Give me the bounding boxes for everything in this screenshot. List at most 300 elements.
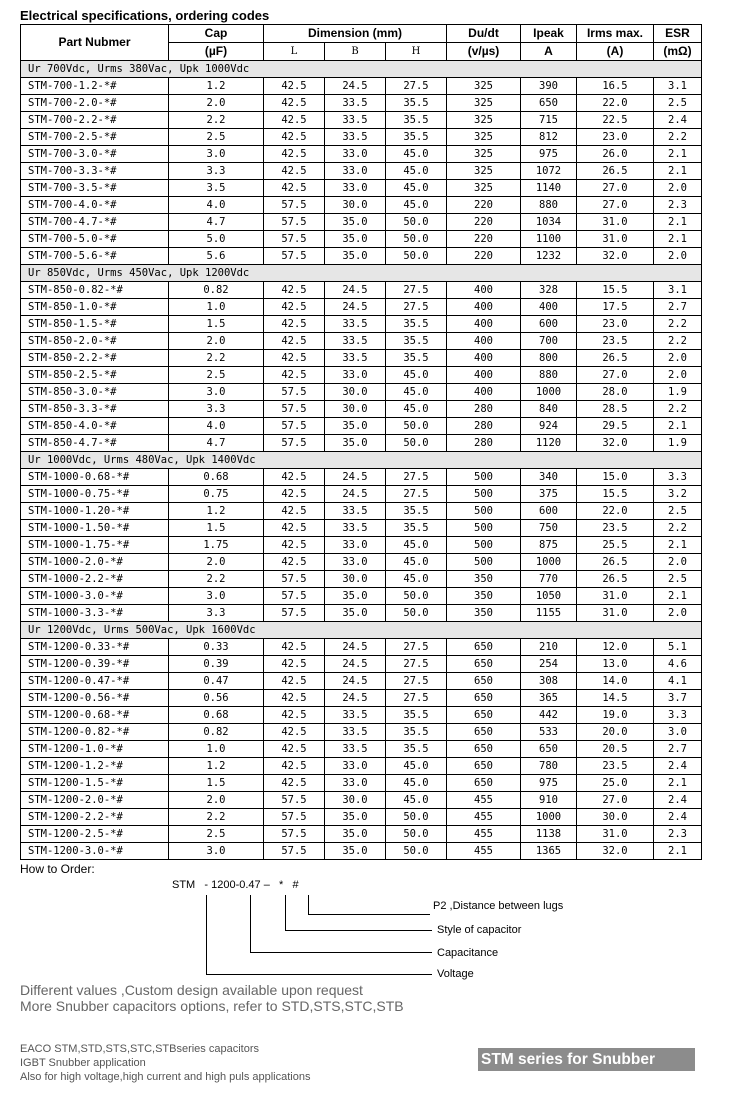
cell-ipeak: 715 [521, 112, 577, 129]
cell-ipeak: 442 [521, 707, 577, 724]
cell-part-number: STM-1000-3.0-*# [21, 588, 169, 605]
cell-cap: 0.56 [169, 690, 264, 707]
cell-part-number: STM-1200-1.5-*# [21, 775, 169, 792]
header-dim-b: B [325, 43, 386, 61]
cell-esr: 2.1 [654, 775, 702, 792]
cell-dim-b: 30.0 [325, 197, 386, 214]
cell-dim-b: 33.5 [325, 95, 386, 112]
cell-dim-h: 27.5 [386, 690, 447, 707]
header-irms: Irms max. [577, 25, 654, 43]
cell-dim-l: 57.5 [264, 214, 325, 231]
cell-esr: 2.2 [654, 129, 702, 146]
note-custom-design: Different values ,Custom design available upon request [20, 982, 363, 998]
cell-irms: 12.0 [577, 639, 654, 656]
cell-ipeak: 910 [521, 792, 577, 809]
cell-ipeak: 875 [521, 537, 577, 554]
cell-dim-l: 57.5 [264, 384, 325, 401]
header-esr: ESR [654, 25, 702, 43]
table-row [21, 724, 702, 741]
cell-cap: 2.0 [169, 95, 264, 112]
cell-dim-h: 35.5 [386, 95, 447, 112]
cell-ipeak: 650 [521, 741, 577, 758]
cell-esr: 3.1 [654, 78, 702, 95]
cell-part-number: STM-700-2.0-*# [21, 95, 169, 112]
cell-part-number: STM-1000-2.0-*# [21, 554, 169, 571]
cell-dim-h: 45.0 [386, 401, 447, 418]
cell-dim-l: 42.5 [264, 180, 325, 197]
cell-irms: 15.5 [577, 486, 654, 503]
table-row [21, 180, 702, 197]
cell-irms: 27.0 [577, 367, 654, 384]
cell-ipeak: 375 [521, 486, 577, 503]
cell-esr: 3.7 [654, 690, 702, 707]
cell-dim-l: 42.5 [264, 503, 325, 520]
cell-irms: 29.5 [577, 418, 654, 435]
table-row [21, 503, 702, 520]
cell-dim-b: 35.0 [325, 214, 386, 231]
cell-dim-l: 57.5 [264, 418, 325, 435]
cell-dim-l: 57.5 [264, 248, 325, 265]
cell-cap: 3.0 [169, 146, 264, 163]
cell-dim-h: 50.0 [386, 418, 447, 435]
cell-dudt: 325 [447, 78, 521, 95]
cell-dim-h: 45.0 [386, 367, 447, 384]
cell-irms: 22.5 [577, 112, 654, 129]
cell-ipeak: 1232 [521, 248, 577, 265]
cell-dim-b: 33.0 [325, 758, 386, 775]
cell-dim-l: 42.5 [264, 690, 325, 707]
cell-esr: 2.1 [654, 418, 702, 435]
cell-irms: 16.5 [577, 78, 654, 95]
cell-ipeak: 750 [521, 520, 577, 537]
cell-dim-h: 27.5 [386, 673, 447, 690]
cell-ipeak: 840 [521, 401, 577, 418]
header-dudt-unit: (v/µs) [447, 43, 521, 61]
cell-dudt: 500 [447, 554, 521, 571]
cell-dim-b: 33.0 [325, 163, 386, 180]
cell-dim-l: 42.5 [264, 554, 325, 571]
cell-part-number: STM-850-2.0-*# [21, 333, 169, 350]
cell-cap: 4.7 [169, 435, 264, 452]
footer-series: EACO STM,STD,STS,STC,STBseries capacitors [20, 1043, 259, 1055]
cell-dim-l: 57.5 [264, 571, 325, 588]
cell-dim-b: 35.0 [325, 435, 386, 452]
cell-irms: 26.5 [577, 554, 654, 571]
cell-irms: 31.0 [577, 231, 654, 248]
cell-dim-b: 33.5 [325, 520, 386, 537]
cell-part-number: STM-1000-1.75-*# [21, 537, 169, 554]
cell-part-number: STM-1200-0.33-*# [21, 639, 169, 656]
cell-dim-h: 50.0 [386, 809, 447, 826]
cell-dim-h: 35.5 [386, 129, 447, 146]
table-row [21, 520, 702, 537]
cell-dim-h: 45.0 [386, 554, 447, 571]
cell-irms: 32.0 [577, 843, 654, 860]
cell-esr: 2.3 [654, 826, 702, 843]
cell-irms: 23.0 [577, 316, 654, 333]
cell-ipeak: 1000 [521, 554, 577, 571]
cell-irms: 25.0 [577, 775, 654, 792]
cell-ipeak: 770 [521, 571, 577, 588]
cell-part-number: STM-1200-0.56-*# [21, 690, 169, 707]
cell-irms: 32.0 [577, 435, 654, 452]
callout-line-lugs-v [308, 895, 309, 915]
cell-esr: 2.4 [654, 809, 702, 826]
cell-irms: 15.5 [577, 282, 654, 299]
table-row [21, 350, 702, 367]
cell-dim-h: 45.0 [386, 197, 447, 214]
cell-dim-l: 42.5 [264, 656, 325, 673]
legend-voltage: Voltage [437, 968, 474, 980]
cell-dudt: 325 [447, 180, 521, 197]
cell-dudt: 500 [447, 537, 521, 554]
cell-dim-l: 42.5 [264, 146, 325, 163]
cell-ipeak: 328 [521, 282, 577, 299]
cell-dudt: 650 [447, 656, 521, 673]
cell-dim-l: 42.5 [264, 520, 325, 537]
cell-dim-b: 35.0 [325, 843, 386, 860]
cell-dim-h: 50.0 [386, 588, 447, 605]
cell-dim-l: 42.5 [264, 367, 325, 384]
table-row [21, 843, 702, 860]
cell-dudt: 325 [447, 163, 521, 180]
table-row [21, 282, 702, 299]
cell-cap: 5.6 [169, 248, 264, 265]
cell-dim-b: 33.5 [325, 724, 386, 741]
cell-dim-l: 42.5 [264, 78, 325, 95]
cell-irms: 23.5 [577, 520, 654, 537]
cell-ipeak: 254 [521, 656, 577, 673]
table-row [21, 826, 702, 843]
cell-dudt: 220 [447, 197, 521, 214]
cell-dim-b: 33.5 [325, 316, 386, 333]
cell-ipeak: 700 [521, 333, 577, 350]
cell-esr: 2.1 [654, 214, 702, 231]
cell-cap: 1.0 [169, 741, 264, 758]
cell-part-number: STM-850-1.0-*# [21, 299, 169, 316]
cell-ipeak: 308 [521, 673, 577, 690]
cell-dim-l: 57.5 [264, 435, 325, 452]
cell-irms: 19.0 [577, 707, 654, 724]
table-row [21, 554, 702, 571]
cell-esr: 2.2 [654, 316, 702, 333]
cell-irms: 30.0 [577, 809, 654, 826]
cell-dudt: 650 [447, 724, 521, 741]
cell-dudt: 400 [447, 299, 521, 316]
cell-esr: 2.4 [654, 758, 702, 775]
cell-dim-l: 57.5 [264, 588, 325, 605]
cell-dim-h: 27.5 [386, 78, 447, 95]
cell-ipeak: 1000 [521, 384, 577, 401]
cell-part-number: STM-1200-0.39-*# [21, 656, 169, 673]
cell-cap: 1.2 [169, 78, 264, 95]
cell-dim-l: 42.5 [264, 486, 325, 503]
footer-application: IGBT Snubber application [20, 1057, 146, 1069]
cell-cap: 0.39 [169, 656, 264, 673]
cell-esr: 2.0 [654, 605, 702, 622]
cell-dim-h: 27.5 [386, 639, 447, 656]
cell-dudt: 455 [447, 843, 521, 860]
cell-dim-b: 35.0 [325, 826, 386, 843]
cell-irms: 23.5 [577, 758, 654, 775]
cell-dudt: 325 [447, 95, 521, 112]
cell-dudt: 325 [447, 129, 521, 146]
cell-esr: 2.1 [654, 843, 702, 860]
cell-dudt: 500 [447, 469, 521, 486]
table-row [21, 707, 702, 724]
how-to-order-title: How to Order: [20, 862, 95, 876]
cell-esr: 4.1 [654, 673, 702, 690]
cell-dudt: 650 [447, 673, 521, 690]
cell-ipeak: 975 [521, 146, 577, 163]
cell-irms: 26.0 [577, 146, 654, 163]
cell-ipeak: 924 [521, 418, 577, 435]
cell-dim-b: 33.0 [325, 775, 386, 792]
cell-cap: 3.3 [169, 163, 264, 180]
spec-table [20, 24, 702, 860]
cell-dim-h: 27.5 [386, 299, 447, 316]
cell-dim-l: 57.5 [264, 809, 325, 826]
cell-dim-h: 45.0 [386, 758, 447, 775]
cell-irms: 27.0 [577, 180, 654, 197]
cell-dim-h: 50.0 [386, 843, 447, 860]
cell-dim-l: 42.5 [264, 673, 325, 690]
cell-irms: 17.5 [577, 299, 654, 316]
cell-cap: 2.2 [169, 350, 264, 367]
cell-dim-b: 24.5 [325, 469, 386, 486]
cell-cap: 1.0 [169, 299, 264, 316]
cell-dim-b: 33.5 [325, 350, 386, 367]
cell-part-number: STM-850-2.2-*# [21, 350, 169, 367]
cell-dudt: 455 [447, 809, 521, 826]
cell-part-number: STM-1000-2.2-*# [21, 571, 169, 588]
cell-irms: 26.5 [577, 163, 654, 180]
cell-cap: 2.0 [169, 333, 264, 350]
cell-dim-l: 42.5 [264, 95, 325, 112]
cell-cap: 2.5 [169, 826, 264, 843]
cell-cap: 4.7 [169, 214, 264, 231]
cell-part-number: STM-1200-1.0-*# [21, 741, 169, 758]
cell-dim-l: 42.5 [264, 333, 325, 350]
cell-ipeak: 780 [521, 758, 577, 775]
table-row [21, 588, 702, 605]
cell-esr: 2.0 [654, 554, 702, 571]
cell-dim-b: 35.0 [325, 418, 386, 435]
cell-irms: 20.5 [577, 741, 654, 758]
cell-dim-b: 30.0 [325, 384, 386, 401]
table-row [21, 418, 702, 435]
series-banner: STM series for Snubber [478, 1048, 695, 1071]
table-row [21, 775, 702, 792]
cell-dim-b: 35.0 [325, 231, 386, 248]
cell-ipeak: 365 [521, 690, 577, 707]
cell-dim-b: 30.0 [325, 571, 386, 588]
cell-dim-b: 24.5 [325, 639, 386, 656]
cell-dim-h: 35.5 [386, 707, 447, 724]
legend-style: Style of capacitor [437, 924, 522, 936]
cell-cap: 0.82 [169, 282, 264, 299]
cell-esr: 2.4 [654, 792, 702, 809]
cell-esr: 2.0 [654, 350, 702, 367]
cell-cap: 0.75 [169, 486, 264, 503]
cell-esr: 5.1 [654, 639, 702, 656]
legend-lugs: P2 ,Distance between lugs [433, 900, 564, 912]
cell-cap: 2.2 [169, 809, 264, 826]
cell-dim-b: 33.5 [325, 741, 386, 758]
cell-irms: 26.5 [577, 571, 654, 588]
legend-capacitance: Capacitance [437, 947, 499, 959]
cell-esr: 1.9 [654, 435, 702, 452]
cell-dudt: 350 [447, 571, 521, 588]
cell-dim-l: 42.5 [264, 758, 325, 775]
cell-dudt: 455 [447, 792, 521, 809]
cell-ipeak: 600 [521, 503, 577, 520]
cell-dim-b: 24.5 [325, 656, 386, 673]
group-label: Ur 850Vdc, Urms 450Vac, Upk 1200Vdc [21, 265, 702, 282]
cell-esr: 2.2 [654, 520, 702, 537]
group-label: Ur 700Vdc, Urms 380Vac, Upk 1000Vdc [21, 61, 702, 78]
cell-esr: 2.5 [654, 503, 702, 520]
cell-dim-h: 45.0 [386, 571, 447, 588]
cell-dudt: 650 [447, 758, 521, 775]
cell-dudt: 400 [447, 367, 521, 384]
cell-cap: 3.0 [169, 588, 264, 605]
cell-cap: 2.5 [169, 129, 264, 146]
cell-dim-h: 50.0 [386, 826, 447, 843]
table-row [21, 163, 702, 180]
table-row [21, 656, 702, 673]
callout-line-style-h [285, 930, 432, 931]
cell-esr: 3.3 [654, 707, 702, 724]
header-dudt: Du/dt [447, 25, 521, 43]
cell-dudt: 500 [447, 486, 521, 503]
cell-dim-l: 57.5 [264, 401, 325, 418]
cell-dim-l: 57.5 [264, 197, 325, 214]
spec-table-body [21, 61, 702, 860]
table-row [21, 129, 702, 146]
callout-line-lugs-h [308, 914, 430, 915]
cell-ipeak: 1138 [521, 826, 577, 843]
cell-ipeak: 650 [521, 95, 577, 112]
callout-line-capacitance-h [250, 952, 432, 953]
group-row [21, 61, 702, 78]
group-row [21, 265, 702, 282]
cell-cap: 3.5 [169, 180, 264, 197]
cell-part-number: STM-1200-2.5-*# [21, 826, 169, 843]
cell-dudt: 325 [447, 146, 521, 163]
cell-cap: 1.5 [169, 316, 264, 333]
header-dimension: Dimension (mm) [264, 25, 447, 43]
header-dim-h: H [386, 43, 447, 61]
cell-part-number: STM-700-3.0-*# [21, 146, 169, 163]
cell-dim-h: 27.5 [386, 486, 447, 503]
page-title: Electrical specifications, ordering codes [20, 8, 270, 23]
cell-dim-h: 35.5 [386, 112, 447, 129]
cell-ipeak: 1140 [521, 180, 577, 197]
cell-esr: 3.1 [654, 282, 702, 299]
cell-irms: 14.0 [577, 673, 654, 690]
cell-dim-b: 24.5 [325, 282, 386, 299]
cell-dim-b: 30.0 [325, 792, 386, 809]
cell-dim-h: 35.5 [386, 724, 447, 741]
cell-esr: 2.1 [654, 537, 702, 554]
table-row [21, 197, 702, 214]
cell-dudt: 280 [447, 418, 521, 435]
table-row [21, 214, 702, 231]
cell-irms: 14.5 [577, 690, 654, 707]
cell-dim-h: 45.0 [386, 163, 447, 180]
cell-esr: 2.7 [654, 741, 702, 758]
cell-dim-h: 50.0 [386, 231, 447, 248]
cell-ipeak: 800 [521, 350, 577, 367]
cell-esr: 3.3 [654, 469, 702, 486]
cell-ipeak: 975 [521, 775, 577, 792]
table-row [21, 469, 702, 486]
cell-part-number: STM-700-2.5-*# [21, 129, 169, 146]
cell-irms: 15.0 [577, 469, 654, 486]
cell-ipeak: 1100 [521, 231, 577, 248]
cell-cap: 3.0 [169, 843, 264, 860]
cell-dudt: 220 [447, 214, 521, 231]
cell-ipeak: 400 [521, 299, 577, 316]
cell-cap: 1.5 [169, 775, 264, 792]
cell-dim-b: 33.5 [325, 112, 386, 129]
cell-dim-b: 33.0 [325, 146, 386, 163]
cell-ipeak: 340 [521, 469, 577, 486]
cell-dim-b: 24.5 [325, 673, 386, 690]
cell-irms: 23.5 [577, 333, 654, 350]
cell-ipeak: 600 [521, 316, 577, 333]
cell-dudt: 220 [447, 231, 521, 248]
cell-dim-l: 42.5 [264, 639, 325, 656]
table-row [21, 537, 702, 554]
cell-dim-l: 42.5 [264, 112, 325, 129]
cell-irms: 20.0 [577, 724, 654, 741]
cell-esr: 2.7 [654, 299, 702, 316]
cell-dim-l: 57.5 [264, 792, 325, 809]
cell-dim-h: 35.5 [386, 350, 447, 367]
table-row [21, 673, 702, 690]
cell-cap: 4.0 [169, 197, 264, 214]
cell-ipeak: 1365 [521, 843, 577, 860]
cell-cap: 2.2 [169, 112, 264, 129]
header-esr-unit: (mΩ) [654, 43, 702, 61]
cell-esr: 2.3 [654, 197, 702, 214]
cell-dim-h: 50.0 [386, 435, 447, 452]
cell-dim-h: 50.0 [386, 605, 447, 622]
cell-irms: 22.0 [577, 95, 654, 112]
cell-irms: 28.0 [577, 384, 654, 401]
header-part-number: Part Nubmer [21, 25, 169, 61]
cell-irms: 31.0 [577, 826, 654, 843]
cell-irms: 22.0 [577, 503, 654, 520]
cell-dim-h: 35.5 [386, 503, 447, 520]
cell-dim-l: 42.5 [264, 282, 325, 299]
cell-dim-b: 35.0 [325, 809, 386, 826]
cell-dudt: 280 [447, 401, 521, 418]
cell-esr: 2.2 [654, 401, 702, 418]
cell-dim-l: 42.5 [264, 724, 325, 741]
cell-part-number: STM-700-4.7-*# [21, 214, 169, 231]
cell-dim-h: 50.0 [386, 214, 447, 231]
cell-part-number: STM-700-2.2-*# [21, 112, 169, 129]
header-ipeak: Ipeak [521, 25, 577, 43]
cell-dudt: 500 [447, 503, 521, 520]
cell-part-number: STM-1200-1.2-*# [21, 758, 169, 775]
cell-ipeak: 880 [521, 197, 577, 214]
cell-dim-l: 57.5 [264, 231, 325, 248]
footer-high-voltage: Also for high voltage,high current and high puls applications [20, 1071, 311, 1083]
